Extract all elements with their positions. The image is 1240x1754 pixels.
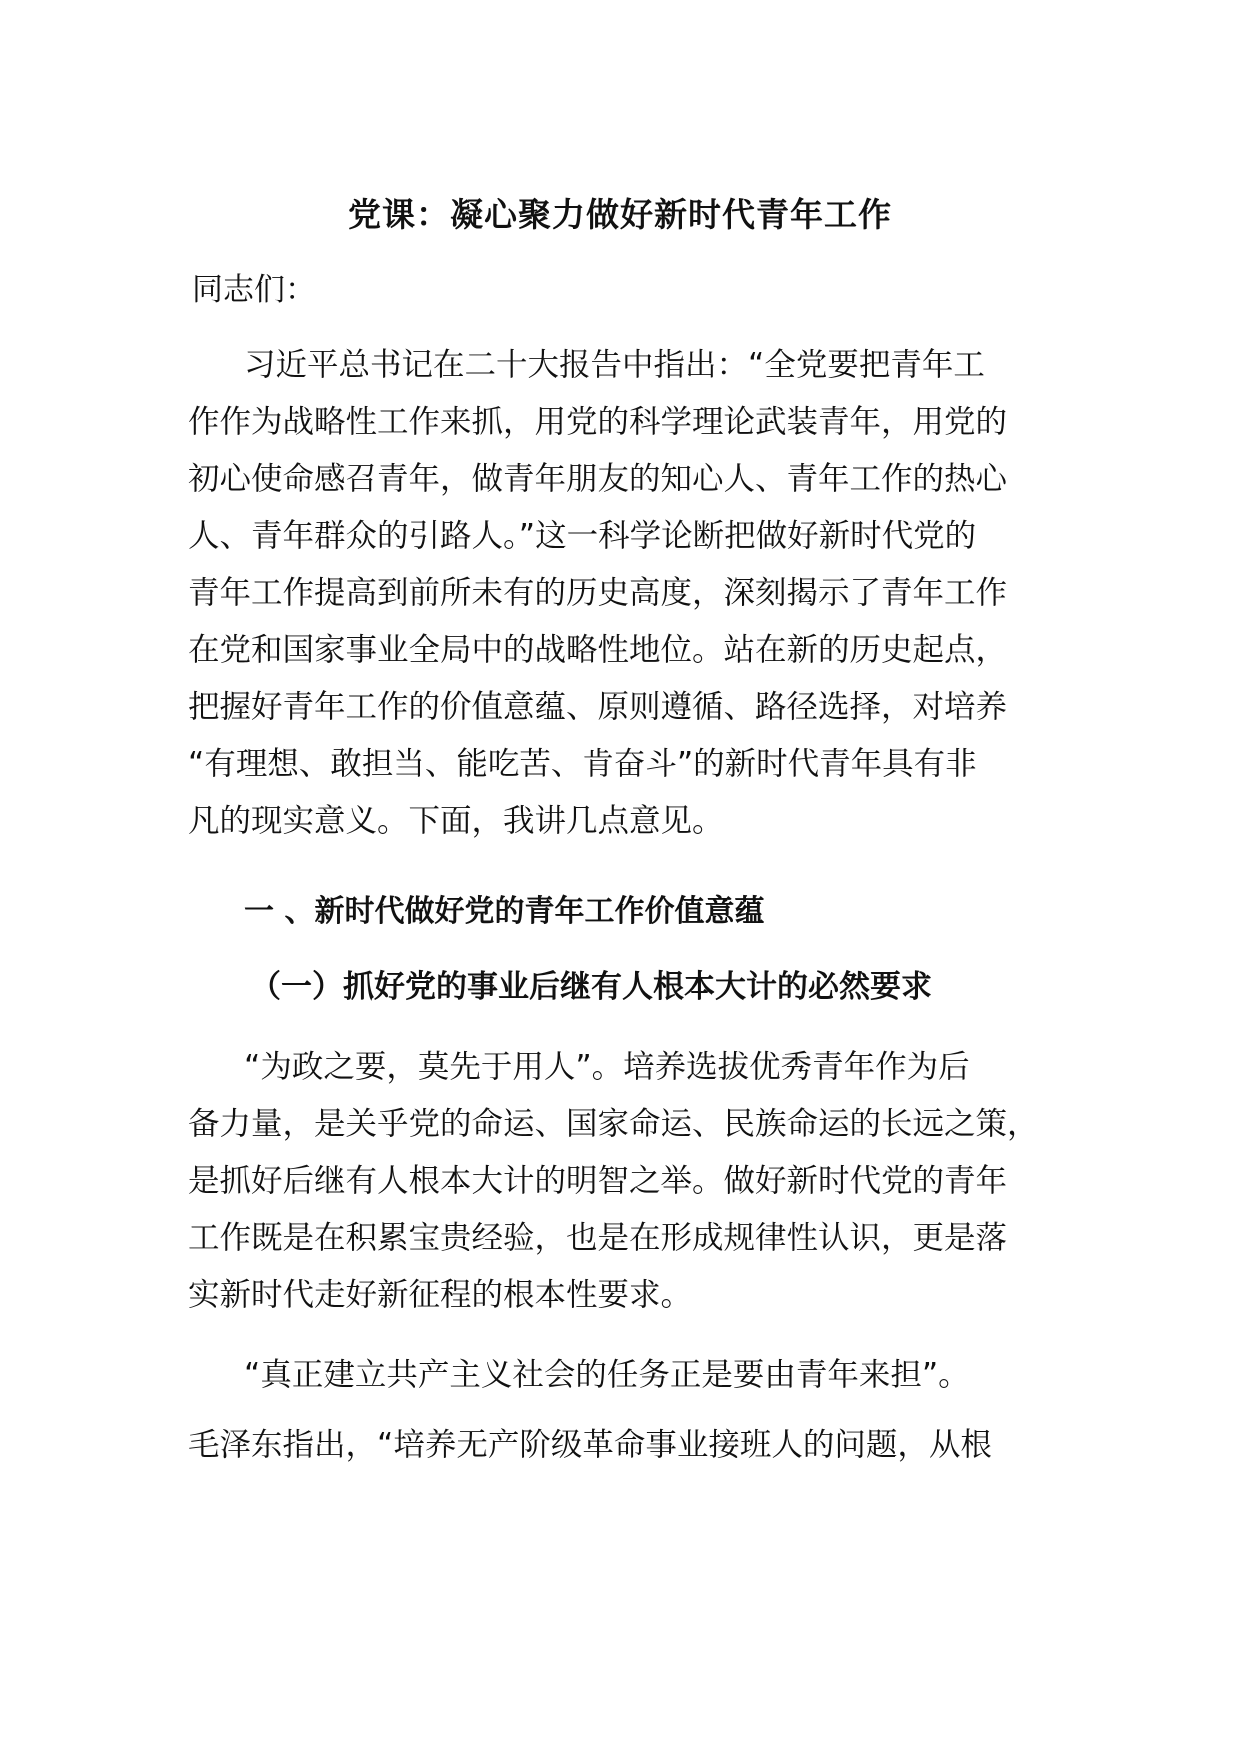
paragraph-1-line-4: 人、青年群众的引路人。”这一科学论断把做好新时代党的 (188, 518, 977, 554)
paragraph-2-line-2: 备力量，是关乎党的命运、国家命运、民族命运的长远之策， (188, 1106, 1039, 1142)
section-heading-1: 一 、新时代做好党的青年工作价值意蕴 (244, 894, 765, 929)
paragraph-2-line-3: 是抓好后继有人根本大计的明智之举。做好新时代党的青年 (188, 1163, 1008, 1199)
paragraph-1-line-7: 把握好青年工作的价值意蕴、原则遵循、路径选择，对培养 (188, 689, 1008, 725)
subsection-heading-1: （一）抓好党的事业后继有人根本大计的必然要求 (250, 969, 932, 1005)
paragraph-3-line-1: “真正建立共产主义社会的任务正是要由青年来担”。 (244, 1357, 970, 1393)
paragraph-2-line-4: 工作既是在积累宝贵经验，也是在形成规律性认识，更是落 (188, 1220, 1008, 1256)
paragraph-1-line-6: 在党和国家事业全局中的战略性地位。站在新的历史起点， (188, 632, 1008, 668)
paragraph-1-line-2: 作作为战略性工作来抓，用党的科学理论武装青年，用党的 (188, 404, 1008, 440)
paragraph-1-line-3: 初心使命感召青年，做青年朋友的知心人、青年工作的热心 (188, 461, 1008, 497)
salutation: 同志们： (192, 272, 316, 308)
paragraph-1-line-1: 习近平总书记在二十大报告中指出：“全党要把青年工 (244, 347, 985, 383)
paragraph-1-line-5: 青年工作提高到前所未有的历史高度，深刻揭示了青年工作 (188, 575, 1008, 611)
paragraph-3-line-2: 毛泽东指出，“培养无产阶级革命事业接班人的问题，从根 (188, 1427, 992, 1463)
paragraph-1-line-8: “有理想、敢担当、能吃苦、肯奋斗”的新时代青年具有非 (188, 746, 977, 782)
paragraph-2-line-5: 实新时代走好新征程的根本性要求。 (188, 1277, 693, 1313)
paragraph-1-line-9: 凡的现实意义。下面，我讲几点意见。 (188, 803, 724, 839)
document-title: 党课：凝心聚力做好新时代青年工作 (348, 195, 892, 234)
paragraph-2-line-1: “为政之要，莫先于用人”。培养选拔优秀青年作为后 (244, 1049, 970, 1085)
